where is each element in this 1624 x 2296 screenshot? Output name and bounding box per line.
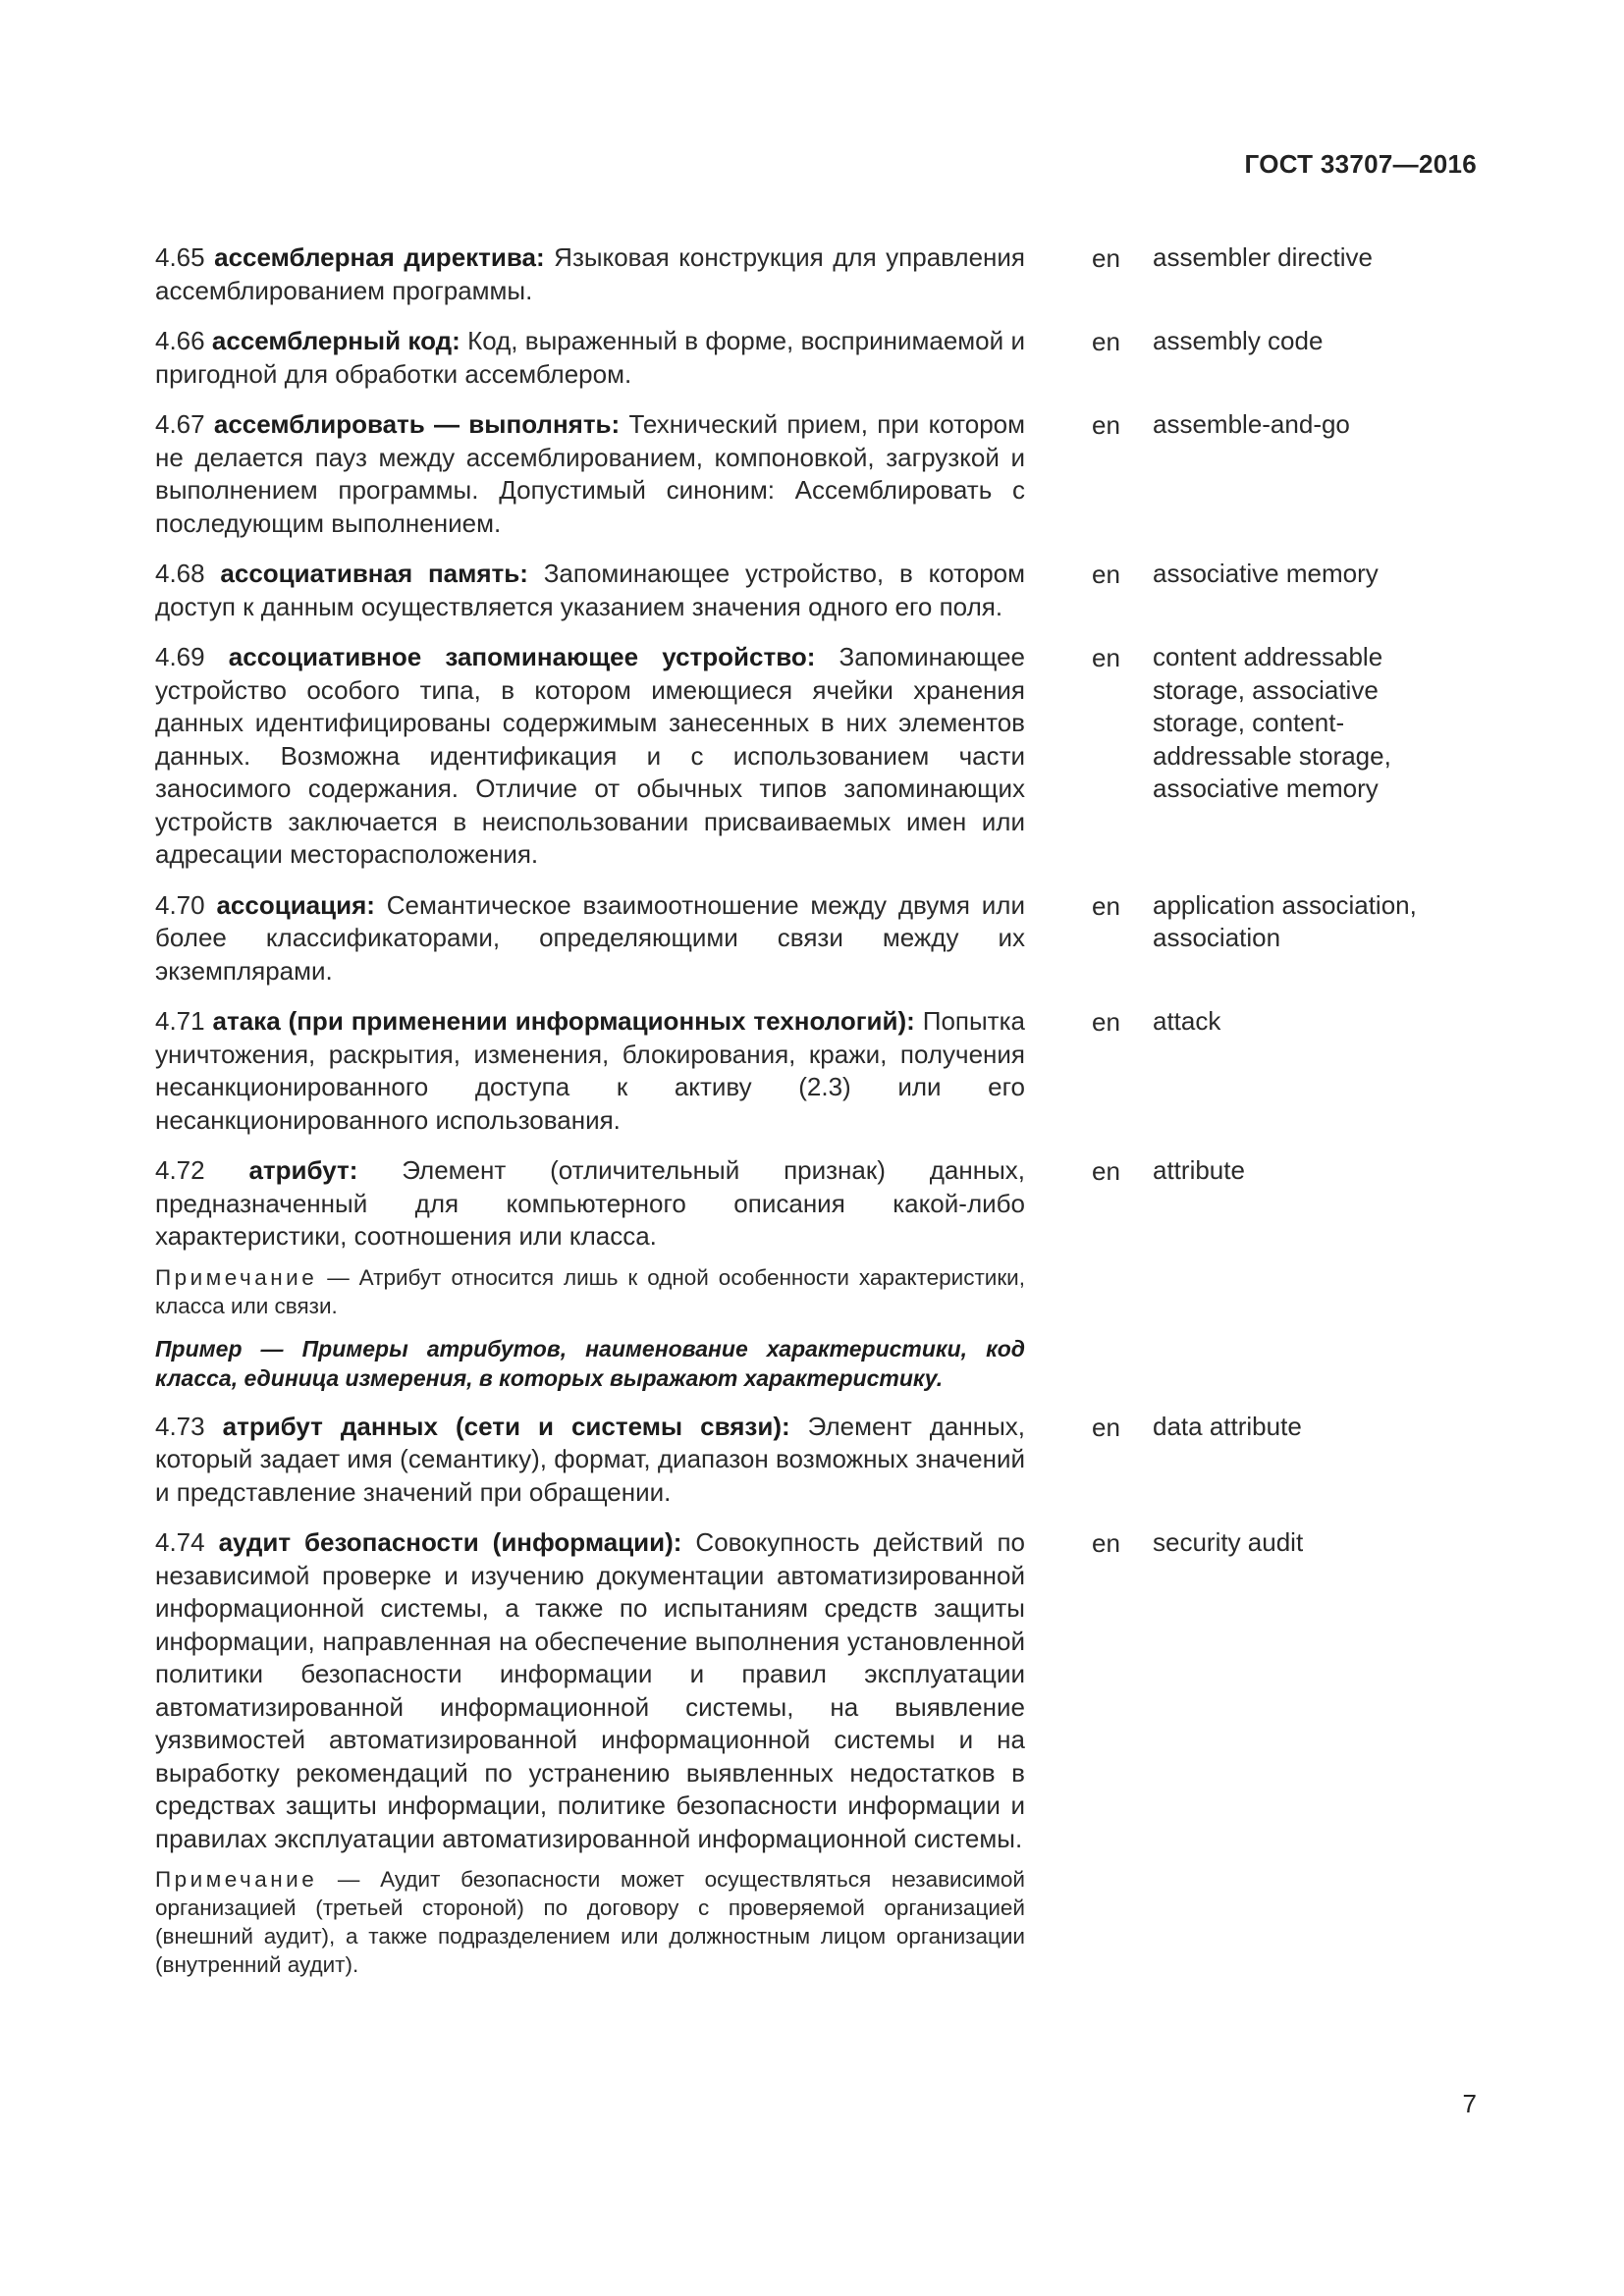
term-entry-4-70 xyxy=(155,889,1481,988)
term-definition: 4.69 ассоциативное запоминающее устройство: Запоминающее устройство особого типа, в котором имеющиеся ячейки хранения данных идентифицированы содержимым занесенных в них элементов данных. Возможна идентификация и с использованием части заносимого содержания. Отличие от обычных типов запоминающих устройств заключается в неиспользовании присваиваемых имен или адресации месторасположения. xyxy=(155,642,1025,869)
term-name: атрибут данных (сети и системы связи): xyxy=(222,1411,790,1441)
note-label: Примечание xyxy=(155,1867,318,1892)
term-definition: 4.72 атрибут: Элемент (отличительный признак) данных, предназначенный для компьютерного описания какой-либо характеристики, соотношения или класса. xyxy=(155,1155,1025,1251)
term-entry-4-66 xyxy=(155,325,1481,391)
term-entry-4-67 xyxy=(155,408,1481,540)
term-name: атака (при применении информационных технологий): xyxy=(212,1006,915,1036)
language-code: en xyxy=(1092,643,1120,672)
english-term: assemble-and-go xyxy=(1153,409,1350,439)
term-name: ассоциация: xyxy=(216,889,375,920)
language-code: en xyxy=(1092,243,1120,273)
page-number: 7 xyxy=(1462,2089,1477,2118)
language-code: en xyxy=(1092,1156,1120,1186)
term-definition: 4.67 ассемблировать — выполнять: Технический прием, при котором не делается пауз между ассемблированием, компоновкой, загрузкой и выполнением программы. Допустимый синоним: Ассемблировать с последующим выполнением. xyxy=(155,409,1025,538)
document-header: ГОСТ 33707—2016 xyxy=(1244,149,1477,179)
english-term: attack xyxy=(1153,1006,1221,1036)
note: Примечание — Атрибут относится лишь к одной особенности характеристики, класса или связи. xyxy=(155,1264,1025,1318)
language-code: en xyxy=(1092,410,1120,440)
english-term: application association, association xyxy=(1153,889,1417,952)
english-term: attribute xyxy=(1153,1155,1245,1185)
term-entry-4-73 xyxy=(155,1411,1481,1510)
term-entry-4-72 xyxy=(155,1154,1481,1393)
term-definition: 4.66 ассемблерный код: Код, выраженный в форме, воспринимаемой и пригодной для обработки ассемблером. xyxy=(155,326,1025,389)
term-list xyxy=(155,241,1481,1997)
term-name: ассоциативная память: xyxy=(220,559,528,588)
english-term: security audit xyxy=(1153,1527,1304,1557)
term-name: ассемблерный код: xyxy=(211,326,460,355)
language-code: en xyxy=(1092,1412,1120,1442)
note: Примечание — Аудит безопасности может осуществляться независимой организацией (третьей стороной) по договору с проверяемой организацией (внешний аудит), а также подразделением или должностным лицом организации (внутренний аудит). xyxy=(155,1867,1025,1977)
term-definition: 4.65 ассемблерная директива: Языковая конструкция для управления ассемблированием программы. xyxy=(155,242,1025,305)
term-entry-4-71 xyxy=(155,1005,1481,1137)
term-name: атрибут: xyxy=(248,1155,358,1185)
language-code: en xyxy=(1092,890,1120,921)
language-code: en xyxy=(1092,1007,1120,1037)
language-code: en xyxy=(1092,1528,1120,1558)
english-term: assembly code xyxy=(1153,326,1324,355)
language-code: en xyxy=(1092,327,1120,356)
note-label: Примечание xyxy=(155,1264,318,1290)
english-term: data attribute xyxy=(1153,1411,1302,1441)
term-name: аудит безопасности (информации): xyxy=(218,1527,682,1557)
term-entry-4-68 xyxy=(155,558,1481,623)
language-code: en xyxy=(1092,560,1120,589)
term-definition: 4.71 атака (при применении информационных технологий): Попытка уничтожения, раскрытия, изменения, блокирования, кражи, получения несанкционированного доступа к активу (2.3) или его несанкционированного использования. xyxy=(155,1006,1025,1135)
term-name: ассемблировать — выполнять: xyxy=(213,409,621,439)
term-name: ассемблерная директива: xyxy=(214,242,545,272)
english-term: content addressable storage, associative storage, content-addressable storage, associative memory xyxy=(1153,642,1391,803)
term-definition: 4.70 ассоциация: Семантическое взаимоотношение между двумя или более классификаторами, определяющими связи между их экземплярами. xyxy=(155,889,1025,986)
term-entry-4-69 xyxy=(155,641,1481,872)
term-definition: 4.68 ассоциативная память: Запоминающее устройство, в котором доступ к данным осуществляется указанием значения одного его поля. xyxy=(155,559,1025,621)
term-entry-4-74 xyxy=(155,1526,1481,1979)
english-term: assembler directive xyxy=(1153,242,1373,272)
term-entry-4-65 xyxy=(155,241,1481,307)
term-definition: 4.74 аудит безопасности (информации): Совокупность действий по независимой проверке и изучению документации автоматизированной информационной системы, а также по испытаниям средств защиты информации, направленная на обеспечение выполнения установленной политики безопасности информации и правил эксплуатации автоматизированной информационной системы, на выявление уязвимостей автоматизированной информационной системы и на выработку рекомендаций по устранению выявленных недостатков в средствах защиты информации, политике безопасности информации и правилах эксплуатации автоматизированной информационной системы. xyxy=(155,1527,1026,1853)
term-definition: 4.73 атрибут данных (сети и системы связи): Элемент данных, который задает имя (семантику), формат, диапазон возможных значений и представление значений при обращении. xyxy=(155,1411,1026,1507)
english-term: associative memory xyxy=(1153,559,1379,588)
example: Пример — Примеры атрибутов, наименование характеристики, код класса, единица измерения, в которых выражают характеристику. xyxy=(155,1335,1025,1391)
term-name: ассоциативное запоминающее устройство: xyxy=(228,642,816,671)
